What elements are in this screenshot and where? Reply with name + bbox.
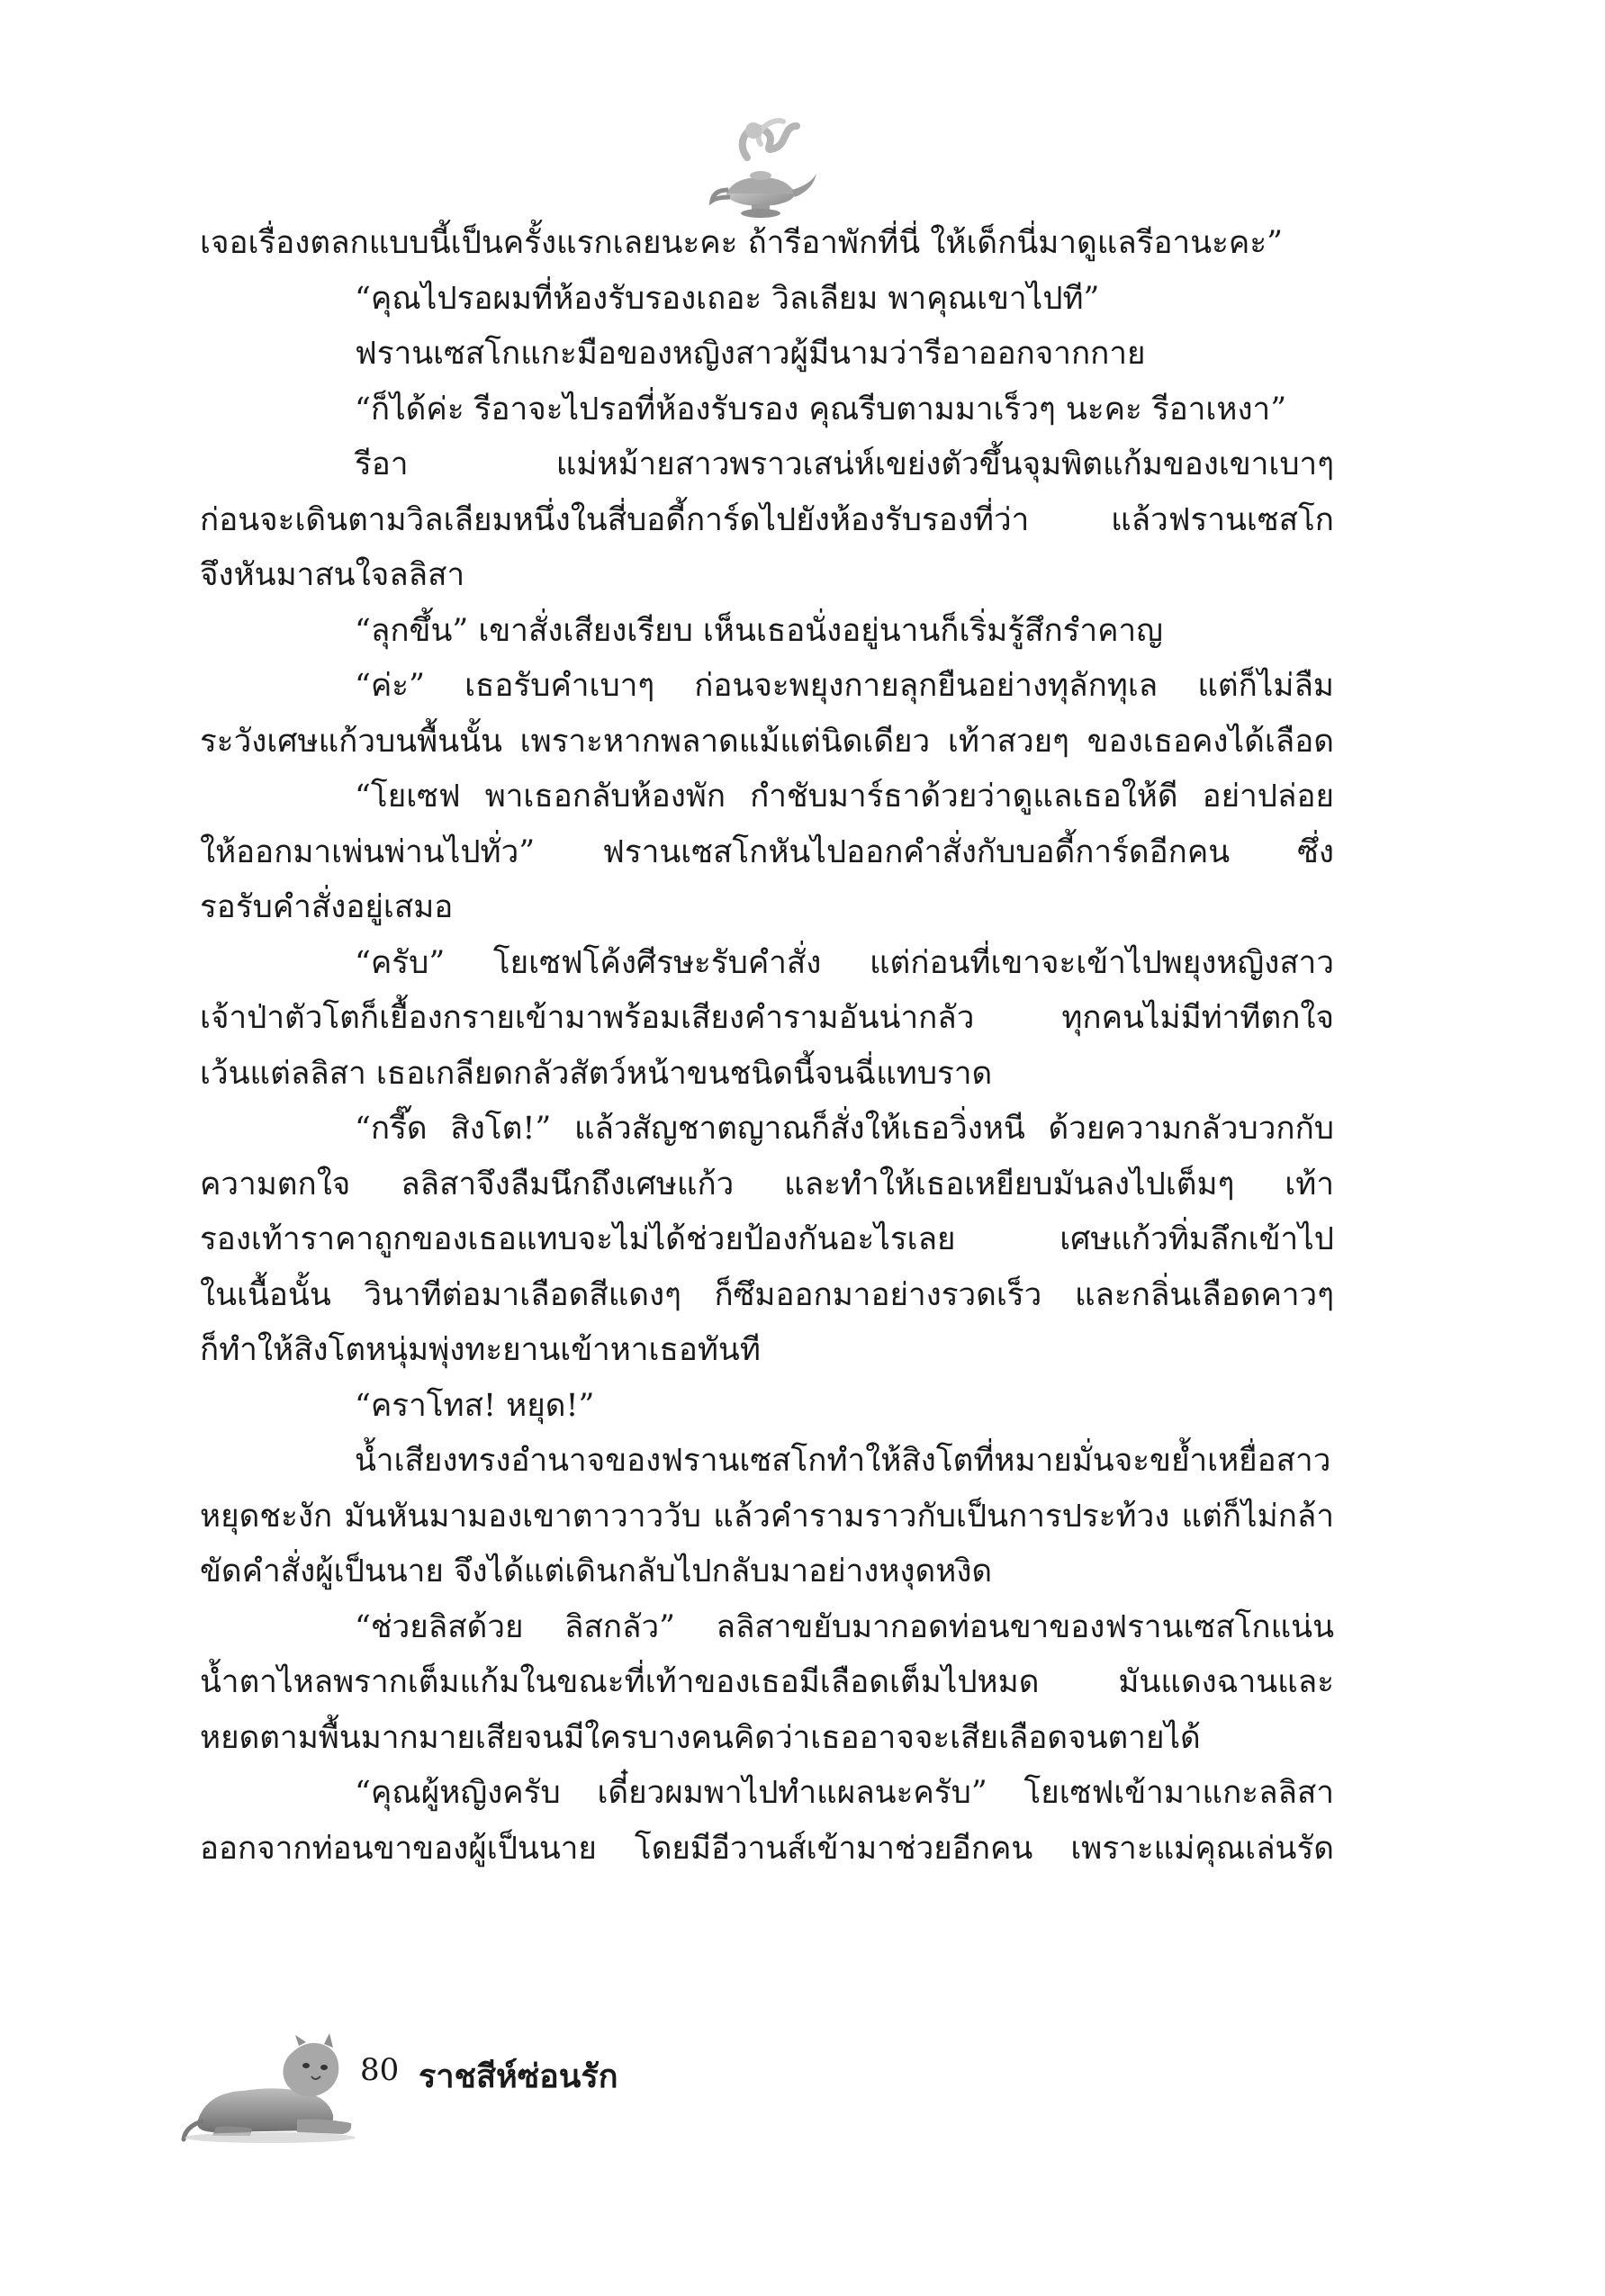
text-line: ฟรานเซสโกแกะมือของหญิงสาวผู้มีนามว่ารีอาออกจากกาย bbox=[355, 336, 1146, 372]
text-line: น้ำตาไหลพรากเต็มแก้มในขณะที่เท้าของเธอมีเลือดเต็มไปหมด มันแดงฉานและ bbox=[200, 1664, 1334, 1700]
text-line: ในเนื้อนั้น วินาทีต่อมาเลือดสีแดงๆ ก็ซึมออกมาอย่างรวดเร็ว และกลิ่นเลือดคาวๆ bbox=[200, 1276, 1334, 1313]
genie-lamp-icon bbox=[698, 104, 824, 230]
lioness-icon bbox=[180, 2021, 360, 2147]
text-line: ขัดคำสั่งผู้เป็นนาย จึงได้แต่เดินกลับไปกลับมาอย่างหงุดหงิด bbox=[200, 1553, 993, 1589]
text-line: “ลุกขึ้น” เขาสั่งเสียงเรียบ เห็นเธอนั่งอยู่นานก็เริ่มรู้สึกรำคาญ bbox=[355, 612, 1164, 649]
text-line: ก็ทำให้สิงโตหนุ่มพุ่งทะยานเข้าหาเธอทันที bbox=[200, 1332, 761, 1368]
text-line: “คราโทส! หยุด!” bbox=[355, 1387, 595, 1424]
text-line: รีอา แม่หม้ายสาวพราวเสน่ห์เขย่งตัวขึ้นจุมพิตแก้มของเขาเบาๆ bbox=[355, 446, 1334, 482]
text-line: ระวังเศษแก้วบนพื้นนั้น เพราะหากพลาดแม้แต่นิดเดียว เท้าสวยๆ ของเธอคงได้เลือด bbox=[200, 723, 1334, 760]
text-line: “ครับ” โยเซฟโค้งศีรษะรับคำสั่ง แต่ก่อนที่เขาจะเข้าไปพยุงหญิงสาว bbox=[355, 944, 1334, 981]
page-number: 80 bbox=[360, 2052, 400, 2088]
book-title: ราชสีห์ซ่อนรัก bbox=[419, 2058, 618, 2095]
text-line: น้ำเสียงทรงอำนาจของฟรานเซสโกทำให้สิงโตที่หมายมั่นจะขย้ำเหยื่อสาว bbox=[355, 1443, 1331, 1479]
text-line: เจอเรื่องตลกแบบนี้เป็นครั้งแรกเลยนะคะ ถ้ารีอาพักที่นี่ ให้เด็กนี่มาดูแลรีอานะคะ” bbox=[200, 225, 1284, 261]
text-line: ออกจากท่อนขาของผู้เป็นนาย โดยมีอีวานส์เข้ามาช่วยอีกคน เพราะแม่คุณเล่นรัด bbox=[200, 1830, 1334, 1867]
text-line: รองเท้าราคาถูกของเธอแทบจะไม่ได้ช่วยป้องกันอะไรเลย เศษแก้วทิ่มลึกเข้าไป bbox=[200, 1221, 1334, 1257]
text-line: “คุณไปรอผมที่ห้องรับรองเถอะ วิลเลียม พาคุณเขาไปที” bbox=[355, 280, 1100, 317]
text-line: หยดตามพื้นมากมายเสียจนมีใครบางคนคิดว่าเธออาจจะเสียเลือดจนตายได้ bbox=[200, 1719, 1201, 1756]
page-footer bbox=[180, 2021, 810, 2147]
text-line: “คุณผู้หญิงครับ เดี๋ยวผมพาไปทำแผลนะครับ” โยเซฟเข้ามาแกะลลิสา bbox=[355, 1775, 1334, 1811]
text-line: “โยเซฟ พาเธอกลับห้องพัก กำชับมาร์ธาด้วยว่าดูแลเธอให้ดี อย่าปล่อย bbox=[355, 779, 1334, 815]
text-line: ความตกใจ ลลิสาจึงลืมนึกถึงเศษแก้ว และทำให้เธอเหยียบมันลงไปเต็มๆ เท้า bbox=[200, 1166, 1334, 1202]
text-line: รอรับคำสั่งอยู่เสมอ bbox=[200, 889, 454, 925]
text-line: เว้นแต่ลลิสา เธอเกลียดกลัวสัตว์หน้าขนชนิดนี้จนฉี่แทบราด bbox=[200, 1055, 993, 1092]
text-line: ก่อนจะเดินตามวิลเลียมหนึ่งในสี่บอดี้การ์ดไปยังห้องรับรองที่ว่า แล้วฟรานเซสโก bbox=[200, 501, 1334, 538]
text-line: “กรี๊ด สิงโต!” แล้วสัญชาตญาณก็สั่งให้เธอวิ่งหนี ด้วยความกลัวบวกกับ bbox=[355, 1111, 1334, 1147]
text-line: “ก็ได้ค่ะ รีอาจะไปรอที่ห้องรับรอง คุณรีบตามมาเร็วๆ นะคะ รีอาเหงา” bbox=[355, 391, 1287, 428]
text-line: เจ้าป่าตัวโตก็เยื้องกรายเข้ามาพร้อมเสียงคำรามอันน่ากลัว ทุกคนไม่มีท่าทีตกใจ bbox=[200, 1000, 1334, 1036]
text-line: หยุดชะงัก มันหันมามองเขาตาวาววับ แล้วคำรามราวกับเป็นการประท้วง แต่ก็ไม่กล้า bbox=[200, 1498, 1334, 1535]
text-line: “ค่ะ” เธอรับคำเบาๆ ก่อนจะพยุงกายลุกยืนอย่างทุลักทุเล แต่ก็ไม่ลืม bbox=[355, 668, 1334, 704]
body-text bbox=[200, 216, 1334, 1877]
text-line: ให้ออกมาเพ่นพ่านไปทั่ว” ฟรานเซสโกหันไปออกคำสั่งกับบอดี้การ์ดอีกคน ซึ่ง bbox=[200, 833, 1334, 870]
text-line: “ช่วยลิสด้วย ลิสกลัว” ลลิสาขยับมากอดท่อนขาของฟรานเซสโกแน่น bbox=[355, 1608, 1334, 1645]
text-line: จึงหันมาสนใจลลิสา bbox=[200, 557, 465, 593]
